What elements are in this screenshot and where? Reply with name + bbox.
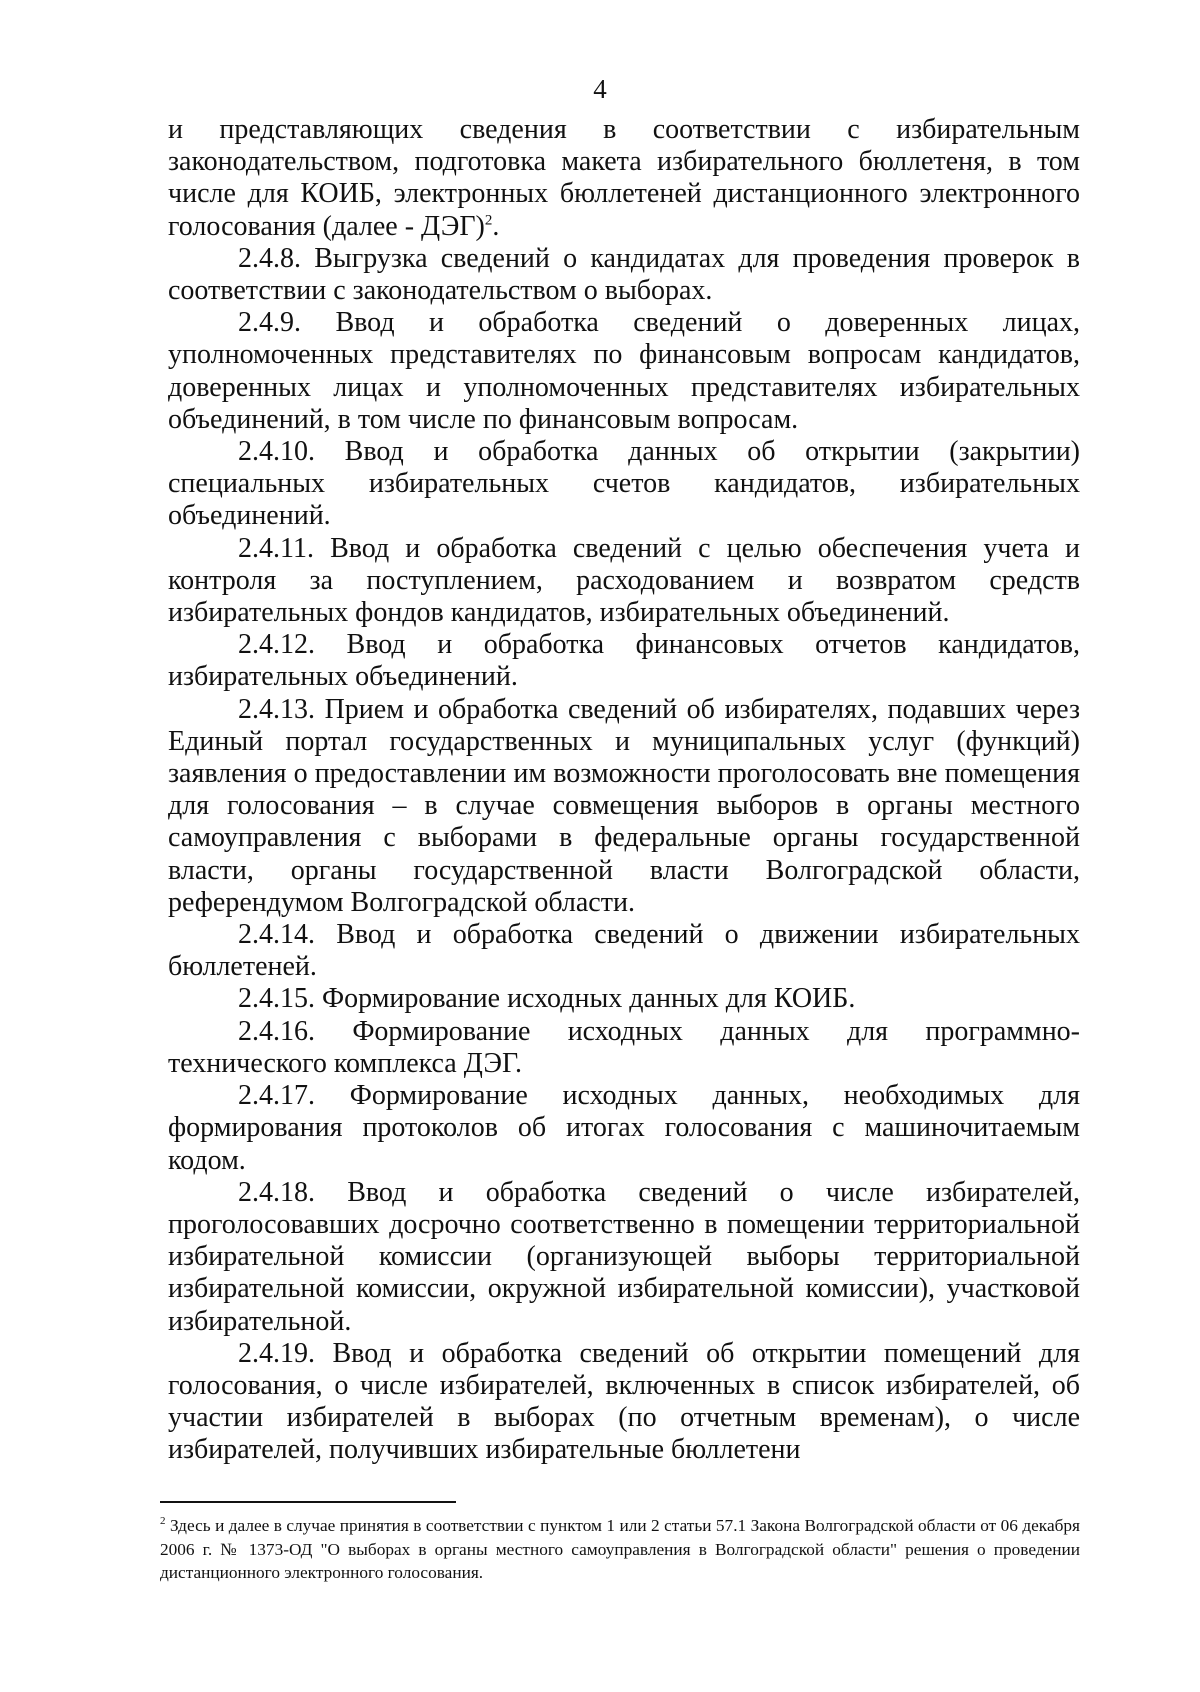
clause-number: 2.4.13. bbox=[238, 693, 315, 725]
intro-end: . bbox=[492, 210, 500, 242]
clause-2-4-19 bbox=[168, 1338, 1080, 1467]
clause-2-4-12 bbox=[168, 629, 1080, 693]
clause-text: Формирование исходных данных для КОИБ. bbox=[322, 983, 856, 1015]
clause-number: 2.4.8. bbox=[238, 242, 301, 274]
clause-number: 2.4.18. bbox=[238, 1176, 315, 1208]
clause-2-4-9 bbox=[168, 307, 1080, 436]
clause-number: 2.4.15. bbox=[238, 983, 315, 1015]
footnote-divider bbox=[160, 1501, 456, 1503]
clause-number: 2.4.10. bbox=[238, 436, 315, 468]
clause-number: 2.4.14. bbox=[238, 919, 315, 951]
clause-number: 2.4.12. bbox=[238, 629, 315, 661]
clause-2-4-18 bbox=[168, 1177, 1080, 1338]
clause-text: Прием и обработка сведений об избирателях, подавших через Единый портал государственных и муниципальных услуг (функций) заявления о предоставлении им возможности проголосовать вне помещения для голосования – в случае совмещения выборов в органы местного самоуправления с выборами в федеральные органы государственной власти, органы государственной власти Волгоградской области, референдумом Волгоградской области. bbox=[168, 693, 1081, 918]
clause-text: Формирование исходных данных, необходимых для формирования протоколов об итогах голосования с машиночитаемым кодом. bbox=[168, 1080, 1080, 1176]
clause-2-4-10 bbox=[168, 436, 1080, 533]
document-body bbox=[168, 114, 1080, 1467]
clause-number: 2.4.11. bbox=[238, 532, 314, 564]
footnote bbox=[160, 1514, 1080, 1585]
clause-2-4-14 bbox=[168, 919, 1080, 983]
clause-2-4-15 bbox=[168, 983, 1080, 1015]
footnote-text: Здесь и далее в случае принятия в соответствии с пунктом 1 или 2 статьи 57.1 Закона Волгоградской области от 06 декабря 2006 г. № 1373-ОД "О выборах в органы местного самоуправления в Волгоградской области" решения о проведении дистанционного электронного голосования. bbox=[160, 1516, 1080, 1582]
page-number: 4 bbox=[593, 74, 607, 104]
clause-2-4-16 bbox=[168, 1016, 1080, 1080]
clause-text: Ввод и обработка данных об открытии (закрытии) специальных избирательных счетов кандидатов, избирательных объединений. bbox=[168, 436, 1080, 532]
clause-text: Формирование исходных данных для программно-технического комплекса ДЭГ. bbox=[168, 1015, 1081, 1079]
clause-2-4-17 bbox=[168, 1080, 1080, 1177]
clause-text: Выгрузка сведений о кандидатах для проведения проверок в соответствии с законодательством о выборах. bbox=[168, 242, 1081, 307]
intro-text: и представляющих сведения в соответствии с избирательным законодательством, подготовка макета избирательного бюллетеня, в том числе для КОИБ, электронных бюллетеней дистанционного электронного голосования (далее - ДЭГ) bbox=[168, 114, 1080, 242]
clause-text: Ввод и обработка сведений с целью обеспечения учета и контроля за поступлением, расходованием и возвратом средств избирательных фондов кандидатов, избирательных объединений. bbox=[168, 532, 1080, 629]
clause-text: Ввод и обработка финансовых отчетов кандидатов, избирательных объединений. bbox=[168, 629, 1080, 693]
clause-number: 2.4.17. bbox=[238, 1080, 315, 1112]
intro-paragraph bbox=[168, 114, 1080, 243]
clause-text: Ввод и обработка сведений о доверенных лицах, уполномоченных представителях по финансовым вопросам кандидатов, доверенных лицах и уполномоченных представителях избирательных объединений, в том числе по финансовым вопросам. bbox=[168, 307, 1080, 435]
footnote-mark: 2 bbox=[160, 1515, 166, 1528]
footnote-reference: 2 bbox=[484, 212, 493, 229]
clause-number: 2.4.19. bbox=[238, 1337, 315, 1369]
clause-2-4-13 bbox=[168, 694, 1080, 919]
clause-text: Ввод и обработка сведений о числе избирателей, проголосовавших досрочно соответственно в помещении территориальной избирательной комиссии (организующей выборы территориальной избирательной комиссии, окружной избирательной комиссии), участковой избирательной. bbox=[168, 1176, 1080, 1337]
clause-number: 2.4.9. bbox=[238, 307, 301, 339]
clause-text: Ввод и обработка сведений об открытии помещений для голосования, о числе избирателей, включенных в список избирателей, об участии избирателей в выборах (по отчетным временам), о числе избирателей, получивших избирательные бюллетени bbox=[168, 1337, 1080, 1466]
clause-text: Ввод и обработка сведений о движении избирательных бюллетеней. bbox=[168, 919, 1080, 983]
clause-2-4-8 bbox=[168, 243, 1080, 307]
clause-number: 2.4.16. bbox=[238, 1015, 315, 1047]
clause-2-4-11 bbox=[168, 533, 1080, 630]
